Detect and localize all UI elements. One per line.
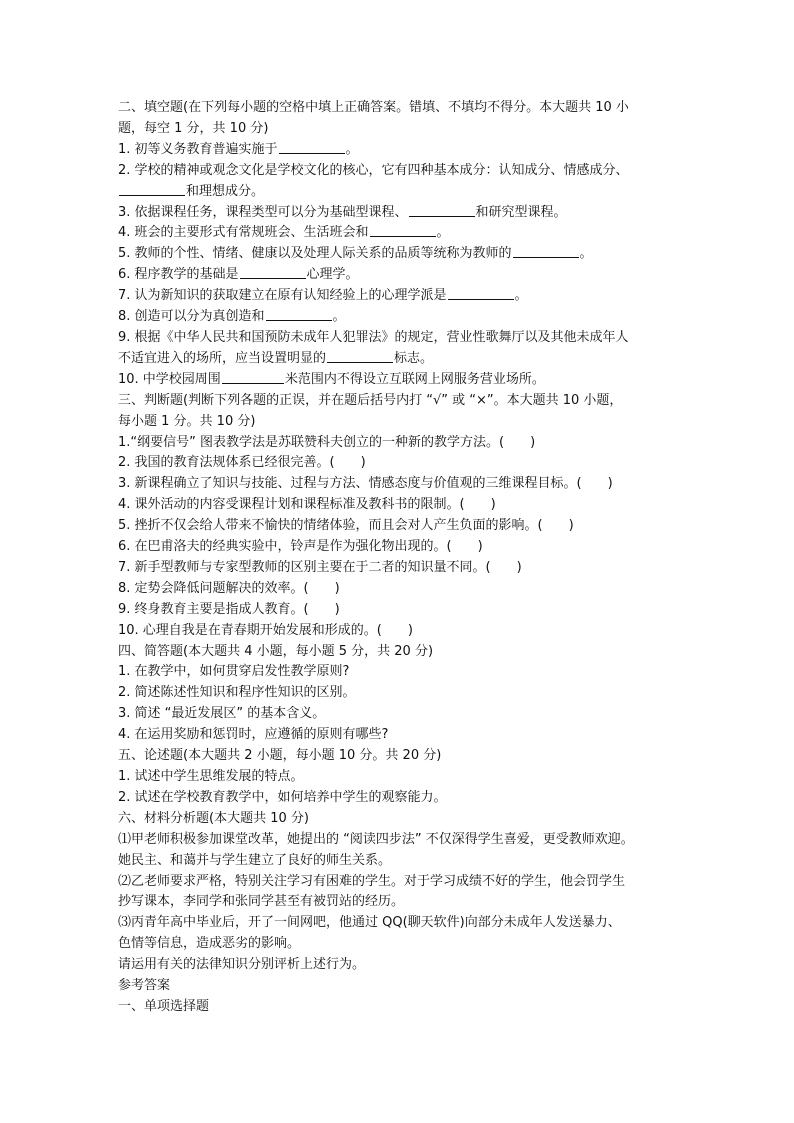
fill-question-3: 3. 依据课程任务，课程类型可以分为基础型课程、 和研究型课程。	[118, 204, 567, 220]
material-instruction: 请运用有关的法律知识分别评析上述行为。	[118, 957, 366, 973]
answer-blank[interactable]	[448, 287, 514, 300]
judge-question-3: 3. 新课程确立了知识与技能、过程与方法、情感态度与价值观的三维课程目标。( )	[118, 476, 613, 492]
material-line: 她民主、和蔼并与学生建立了良好的师生关系。	[118, 852, 392, 868]
fill-question-2-cont: 和理想成分。	[118, 182, 690, 203]
answer-blank[interactable]	[327, 350, 393, 363]
exam-page	[118, 98, 690, 1018]
short-question-4: 4. 在运用奖励和惩罚时，应遵循的原则有哪些?	[118, 727, 389, 743]
fill-question-2: 2. 学校的精神或观念文化是学校文化的核心，它有四种基本成分：认知成分、情感成分、	[118, 162, 629, 178]
essay-question-1: 1. 试述中学生思维发展的特点。	[118, 769, 304, 784]
material-line: ⑴甲老师积极参加课堂改革，她提出的 “阅读四步法” 不仅深得学生喜爱，更受教师欢迎。	[118, 831, 634, 847]
material-line: ⑵乙老师要求严格，特别关注学习有困难的学生。对于学习成绩不好的学生，他会罚学生	[118, 873, 626, 889]
judge-question-4: 4. 课外活动的内容受课程计划和课程标准及教科书的限制。( )	[118, 497, 496, 513]
short-question-3: 3. 简述 “最近发展区” 的基本含义。	[118, 706, 326, 722]
section4-heading: 四、简答题(本大题共 4 小题，每小题 5 分，共 20 分)	[118, 643, 434, 659]
answers-subheading: 一、单项选择题	[118, 998, 210, 1014]
judge-question-2: 2. 我国的教育法规体系已经很完善。( )	[118, 455, 366, 471]
judge-question-8: 8. 定势会降低问题解决的效率。( )	[118, 580, 340, 596]
fill-question-4: 4. 班会的主要形式有常规班会、生活班会和 。	[118, 225, 450, 241]
material-line: 抄写课本，李同学和张同学甚至有被罚站的经历。	[118, 894, 405, 910]
section2-heading-cont: 题，每空 1 分，共 10 分)	[118, 120, 269, 136]
answer-blank[interactable]	[240, 266, 306, 279]
answer-blank[interactable]	[409, 204, 475, 217]
section3-heading: 三、判断题(判断下列各题的正误，并在题后括号内打 “√” 或 “×”。本大题共 10 小题，	[118, 392, 623, 408]
judge-question-1: 1.“纲要信号” 图表教学法是苏联赞科夫创立的一种新的教学方法。( )	[118, 434, 536, 450]
fill-question-7: 7. 认为新知识的获取建立在原有认知经验上的心理学派是 。	[118, 288, 528, 304]
answer-blank[interactable]	[222, 371, 284, 384]
judge-question-7: 7. 新手型教师与专家型教师的区别主要在于二者的知识量不同。( )	[118, 559, 522, 575]
judge-question-9: 9. 终身教育主要是指成人教育。( )	[118, 601, 340, 617]
short-question-1: 1. 在教学中，如何贯穿启发性教学原则?	[118, 664, 350, 680]
short-question-2: 2. 简述陈述性知识和程序性知识的区别。	[118, 685, 356, 701]
answer-blank[interactable]	[370, 224, 436, 237]
fill-question-1: 1. 初等义务教育普遍实施于 。	[118, 141, 359, 157]
fill-question-6: 6. 程序教学的基础是 心理学。	[118, 267, 359, 283]
answer-blank[interactable]	[513, 245, 579, 258]
material-line: ⑶丙青年高中毕业后，开了一间网吧，他通过 QQ(聊天软件)向部分未成年人发送暴力、	[118, 915, 621, 931]
essay-question-2: 2. 试述在学校教育教学中，如何培养中学生的观察能力。	[118, 789, 447, 805]
fill-question-5: 5. 教师的个性、情绪、健康以及处理人际关系的品质等统称为教师的 。	[118, 246, 593, 262]
answer-blank[interactable]	[279, 141, 345, 154]
judge-question-6: 6. 在巴甫洛夫的经典实验中，铃声是作为强化物出现的。( )	[118, 539, 483, 555]
answers-heading: 参考答案	[118, 978, 171, 994]
material-line: 色情等信息，造成恶劣的影响。	[118, 936, 301, 952]
section2-heading: 二、填空题(在下列每小题的空格中填上正确答案。错填、不填均不得分。本大题共 10 小	[118, 100, 629, 115]
judge-question-10: 10. 心理自我是在青春期开始发展和形成的。( )	[118, 622, 413, 638]
answer-blank[interactable]	[119, 183, 185, 196]
fill-question-9-cont: 不适宜进入的场所，应当设置明显的 标志。	[118, 350, 434, 366]
section3-heading-cont: 每小题 1 分。共 10 分)	[118, 413, 256, 429]
fill-question-10: 10. 中学校园周围 米范围内不得设立互联网上网服务营业场所。	[118, 371, 545, 387]
answer-blank[interactable]	[266, 308, 332, 321]
section5-heading: 五、论述题(本大题共 2 小题，每小题 10 分。共 20 分)	[118, 748, 442, 764]
section6-heading: 六、材料分析题(本大题共 10 分)	[118, 810, 309, 826]
judge-question-5: 5. 挫折不仅会给人带来不愉快的情绪体验，而且会对人产生负面的影响。( )	[118, 518, 574, 534]
fill-question-8: 8. 创造可以分为真创造和 。	[118, 309, 346, 325]
fill-question-9: 9. 根据《中华人民共和国预防未成年人犯罪法》的规定，营业性歌舞厅以及其他未成年人	[118, 329, 629, 345]
